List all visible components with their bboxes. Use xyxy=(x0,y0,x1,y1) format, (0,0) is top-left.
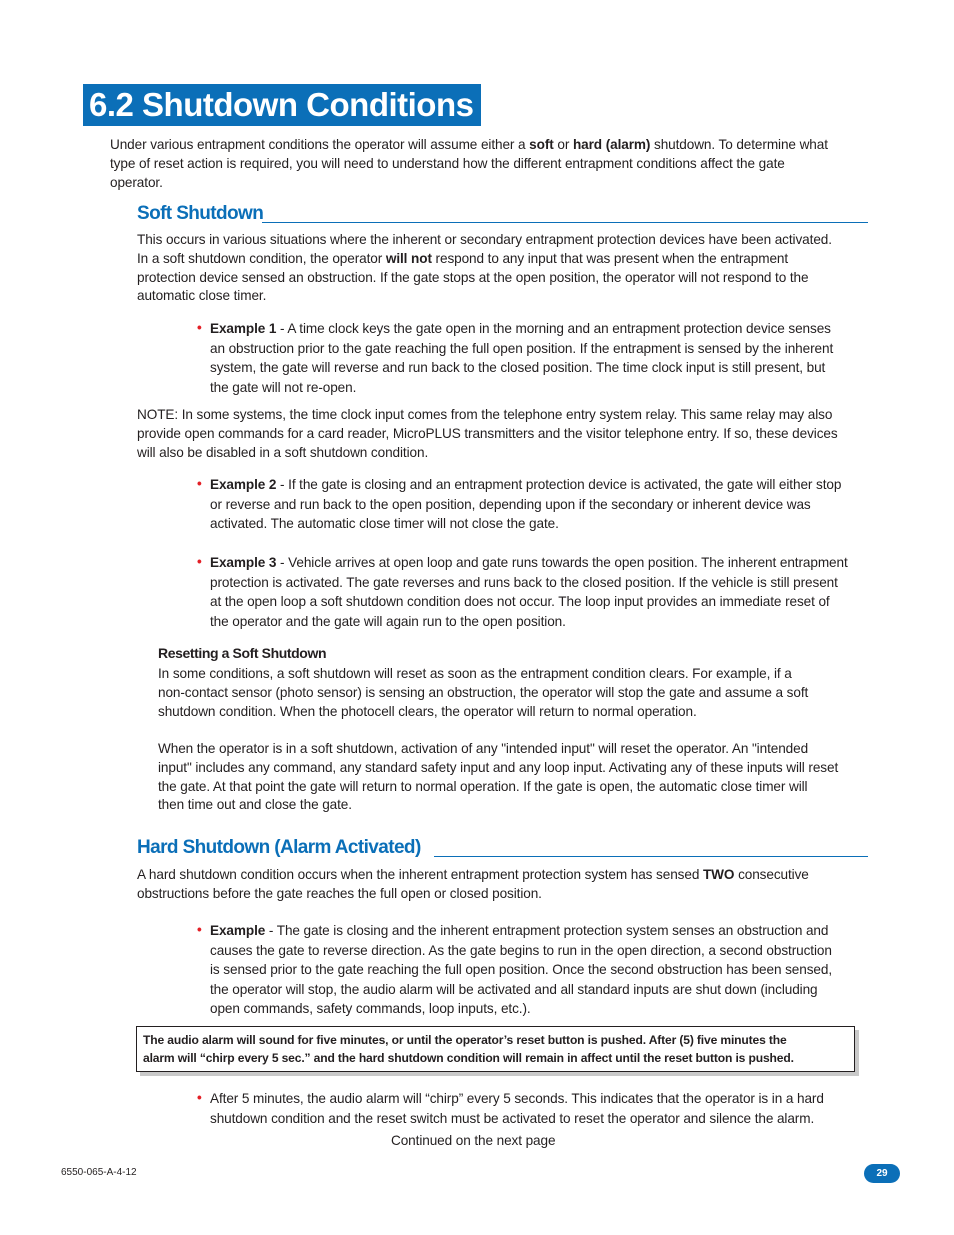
example-1: Example 1 - A time clock keys the gate open in the morning and an entrapment protection device senses an obstruction prior to the gate reaching the full open position. If the entrapment is sensed by the inherent system, the gate will reverse and run back to the closed position. The time clock input is still present, but the gate will not re-open. xyxy=(210,321,834,395)
intro-paragraph xyxy=(110,136,828,192)
note-paragraph: NOTE: In some systems, the time clock input comes from the telephone entry system relay. This same relay may also provide open commands for a card reader, MicroPLUS transmitters and the visitor telephone entry. If so, these devices will also be disabled in a soft shutdown condition. xyxy=(137,407,838,460)
intro-line-1: Under various entrapment conditions the operator will assume either a soft or hard (alarm) shutdown. To determine what xyxy=(110,137,828,152)
example-3: Example 3 - Vehicle arrives at open loop and gate runs towards the open position. The inherent entrapment protection is activated. The gate reverses and runs back to the closed position. If the vehicle is still present at the open loop a soft shutdown condition does not occur. The loop input provides an immediate reset of the operator and the gate will again run to the open position. xyxy=(210,555,848,629)
hard-shutdown-heading: Hard Shutdown (Alarm Activated) xyxy=(137,837,421,858)
intro-line-3: operator. xyxy=(110,174,163,190)
intro-line-2: type of reset action is required, you will need to understand how the different entrapment conditions affect the gate xyxy=(110,155,785,171)
continued-note: Continued on the next page xyxy=(391,1133,556,1148)
bullet-hard-example: • xyxy=(197,922,202,937)
page-number-badge: 29 xyxy=(864,1164,900,1183)
resetting-heading: Resetting a Soft Shutdown xyxy=(158,645,327,661)
hard-example: Example - The gate is closing and the inherent entrapment protection system senses an obstruction and causes the gate to reverse direction. As the gate begins to run in the open direction, a second obstruction is sensed prior to the gate reaching the full open position. Once the second obstruction has been sensed, the operator will stop, the audio alarm will be activated and all standard inputs are shut down (including open commands, safety commands, loop inputs, etc.). xyxy=(210,923,833,1017)
after-five-minutes: After 5 minutes, the audio alarm will “chirp” every 5 seconds. This indicates that the operator is in a hard shutdown condition and the reset switch must be activated to reset the operator and silence the alarm. xyxy=(210,1091,824,1126)
bullet-example-3: • xyxy=(197,554,202,569)
page-title: 6.2 Shutdown Conditions xyxy=(83,84,481,126)
example-2: Example 2 - If the gate is closing and an entrapment protection device is activated, the gate will either stop or reverse and run back to the open position, depending upon if the secondary or inherent device was activated. The automatic close timer will not close the gate. xyxy=(210,477,842,532)
resetting-paragraph-1: In some conditions, a soft shutdown will reset as soon as the entrapment condition clears. For example, if a non-contact sensor (photo sensor) is sensing an obstruction, the operator will stop the gate and assume a soft shutdown condition. When the photocell clears, the operator will return to normal operation. xyxy=(158,666,809,719)
bullet-after: • xyxy=(197,1090,202,1105)
hard-shutdown-rule xyxy=(434,856,868,857)
document-code: 6550-065-A-4-12 xyxy=(61,1167,137,1178)
soft-shutdown-rule xyxy=(262,222,868,223)
soft-shutdown-heading: Soft Shutdown xyxy=(137,203,264,224)
alarm-notice-text: The audio alarm will sound for five minutes, or until the operator’s reset button is pushed. After (5) five minutes the alarm will “chirp every 5 sec.” and the hard shutdown condition will remain in affect until the reset button is pushed. xyxy=(143,1033,794,1065)
bullet-example-2: • xyxy=(197,476,202,491)
bullet-example-1: • xyxy=(197,320,202,335)
alarm-notice-box xyxy=(136,1026,855,1072)
resetting-paragraph-2: When the operator is in a soft shutdown, activation of any "intended input" will reset the operator. An "intended input" includes any command, any standard safety input and any loop input. Activating any of these inputs will reset the gate. At that point the gate will return to normal operation. If the gate is open, the automatic close timer will then time out and close the gate. xyxy=(158,741,839,813)
hard-shutdown-paragraph: A hard shutdown condition occurs when the inherent entrapment protection system has sensed TWO consecutive obstructions before the gate reaches the full open or closed position. xyxy=(137,867,809,901)
soft-shutdown-paragraph: This occurs in various situations where the inherent or secondary entrapment protection devices have been activated. In a soft shutdown condition, the operator will not respond to any input that was present when the entrapment protection device sensed an obstruction. If the gate stops at the open position, the operator will not respond to the automatic close timer. xyxy=(137,232,832,304)
